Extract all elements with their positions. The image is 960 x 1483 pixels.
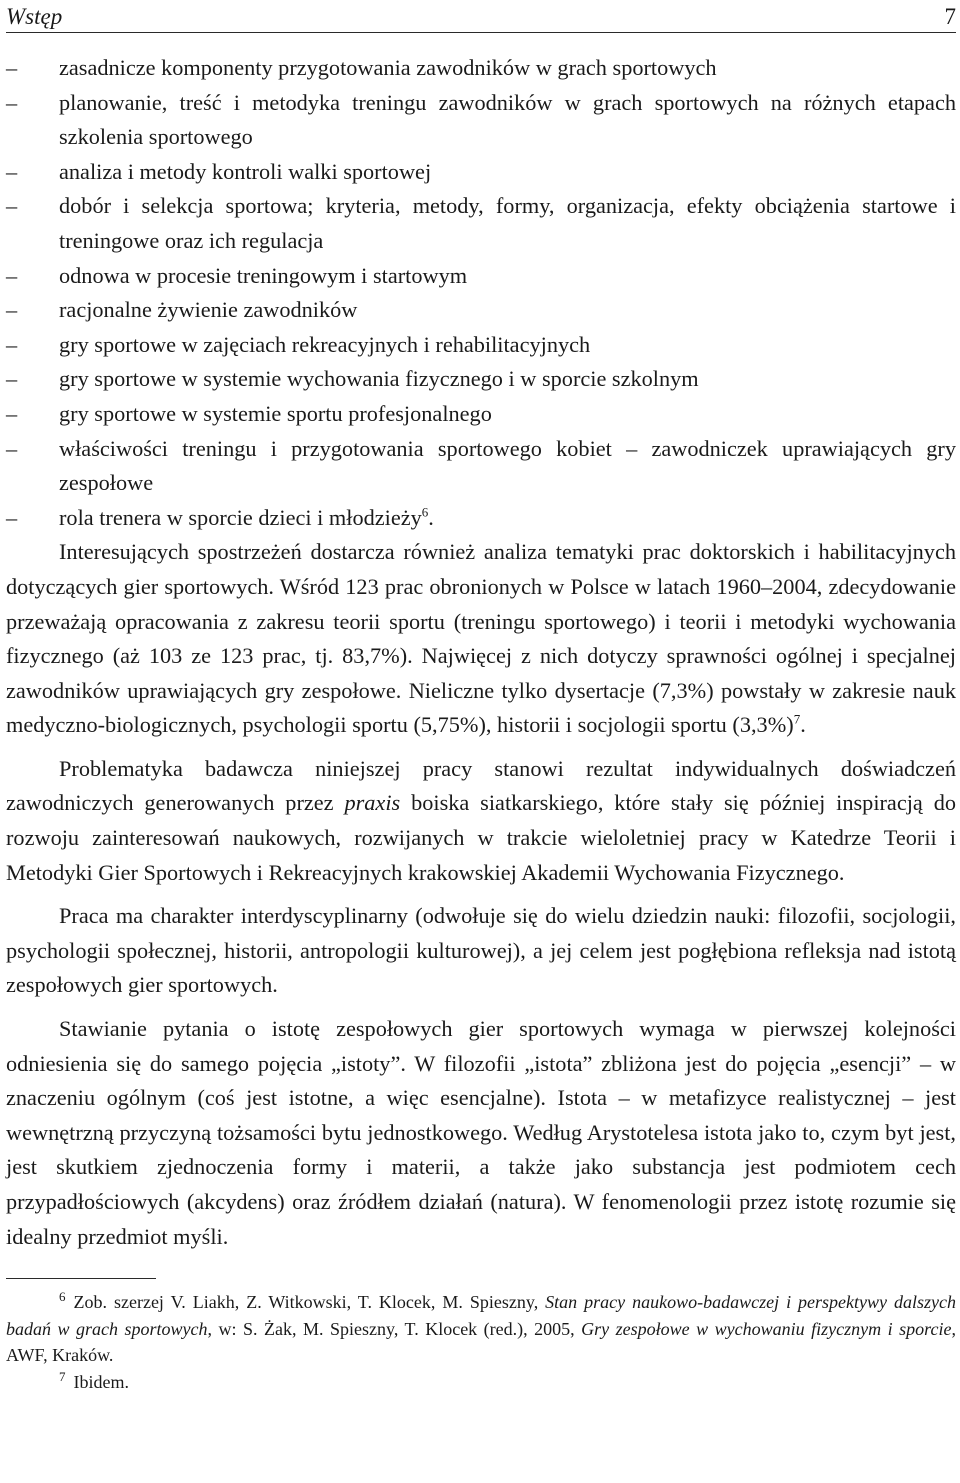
list-item: – dobór i selekcja sportowa; kryteria, metody, formy, organizacja, efekty obciążenia startowe i treningowe oraz ich regulacja <box>6 189 956 258</box>
document-page <box>6 0 956 1395</box>
topic-list <box>6 51 956 535</box>
footnote-7: $^7$ Ibidem. <box>59 1368 129 1392</box>
dash-marker: – <box>6 193 18 219</box>
footnote-separator <box>6 1278 156 1279</box>
body-text <box>6 535 956 1254</box>
list-item: – racjonalne żywienie zawodników <box>6 293 956 328</box>
list-item: – gry sportowe w systemie sportu profesjonalnego <box>6 397 956 432</box>
dash-marker: – <box>6 55 18 80</box>
footnote-ref-6[interactable]: 6 <box>421 504 429 520</box>
list-item: – rola trenera w sporcie dzieci i młodzieży$^6$. <box>6 501 956 536</box>
footnote-number: 7 <box>59 1368 66 1384</box>
dash-marker: – <box>6 504 18 530</box>
dash-marker: – <box>6 400 18 426</box>
list-item: – planowanie, treść i metodyka treningu zawodników w grach sportowych na różnych etapach szkolenia sportowego <box>6 86 956 155</box>
dash-marker: – <box>6 262 18 288</box>
running-title: Wstęp <box>6 4 63 29</box>
page-number: 7 <box>944 4 956 29</box>
paragraph: Problematyka badawcza niniejszej pracy stanowi rezultat indywidualnych doświadczeń zawodniczych generowanych przez praxis boiska siatkarskiego, które stały się później inspiracją do rozwoju zainteresowań naukowych, rozwijanych w trakcie wieloletniej pracy w Katedrze Teorii i Metodyki Gier Sportowych i Rekreacyjnych krakowskiej Akademii Wychowania Fizycznego. <box>6 755 956 885</box>
list-item: – gry sportowe w zajęciach rekreacyjnych i rehabilitacyjnych <box>6 328 956 363</box>
footnotes <box>6 1289 956 1395</box>
list-item: – zasadnicze komponenty przygotowania zawodników w grach sportowych <box>6 51 956 86</box>
dash-marker: – <box>6 89 18 115</box>
paragraph: Stawianie pytania o istotę zespołowych gier sportowych wymaga w pierwszej kolejności odniesienia się do samego pojęcia „istoty”. W filozofii „istota” zbliżona jest do pojęcia „esencji” – w znaczeniu ogólnym (coś jest istotne, a więc esencjalne). Istota – w metafizyce realistycznej – jest wewnętrzną przyczyną tożsamości bytu jednostkowego. Według Arystotelesa istota jako to, czym byt jest, jest skutkiem zjednoczenia formy i materii, a także jako substancja jest podmiotem cech przypadłościowych (akcydens) oraz źródłem działań (natura). W fenomenologii przez istotę rozumie się idealny przedmiot myśli. <box>6 1016 956 1249</box>
list-item: – właściwości treningu i przygotowania sportowego kobiet – zawodniczek uprawiających gry zespołowe <box>6 432 956 501</box>
dash-marker: – <box>6 158 18 184</box>
dash-marker: – <box>6 331 18 357</box>
paragraph: Praca ma charakter interdyscyplinarny (odwołuje się do wielu dziedzin nauki: filozofii, socjologii, psychologii społecznej, historii, antropologii kulturowej), a jej celem jest pogłębiona refleksja nad istotą zespołowych gier sportowych. <box>6 903 956 998</box>
dash-marker: – <box>6 435 18 461</box>
list-item: – gry sportowe w systemie wychowania fizycznego i w sporcie szkolnym <box>6 362 956 397</box>
list-item: – odnowa w procesie treningowym i startowym <box>6 259 956 294</box>
list-item: – analiza i metody kontroli walki sportowej <box>6 155 956 190</box>
footnote-ref-7[interactable]: 7 <box>793 711 801 727</box>
dash-marker: – <box>6 297 18 323</box>
running-header <box>6 0 956 33</box>
dash-marker: – <box>6 366 18 392</box>
footnote-6: $^6$ Zob. szerzej V. Liakh, Z. Witkowski, T. Klocek, M. Spieszny, Stan pracy naukowo-badawczej i perspektywy dalszych badań w grach sportowych, w: S. Żak, M. Spieszny, T. Klocek (red.), 2005, Gry zespołowe w wychowaniu fizycznym i sporcie, AWF, Kraków. <box>6 1289 956 1366</box>
italic-term: praxis <box>344 790 401 816</box>
paragraph: Interesujących spostrzeżeń dostarcza również analiza tematyki prac doktorskich i habilitacyjnych dotyczących gier sportowych. Wśród 123 prac obronionych w Polsce w latach 1960–2004, zdecydowanie przeważają opracowania z zakresu teorii sportu (treningu sportowego) i teorii i metodyki wychowania fizycznego (aż 103 ze 123 prac, tj. 83,7%). Najwięcej z nich dotyczy sprawności ogólnej i specjalnej zawodników uprawiających gry zespołowe. Nieliczne tylko dysertacje (7,3%) powstały w zakresie nauk medyczno-biologicznych, psychologii sportu (5,75%), historii i socjologii sportu $(3,3\%)^7$. <box>6 539 956 738</box>
footnote-number: 6 <box>59 1289 66 1305</box>
